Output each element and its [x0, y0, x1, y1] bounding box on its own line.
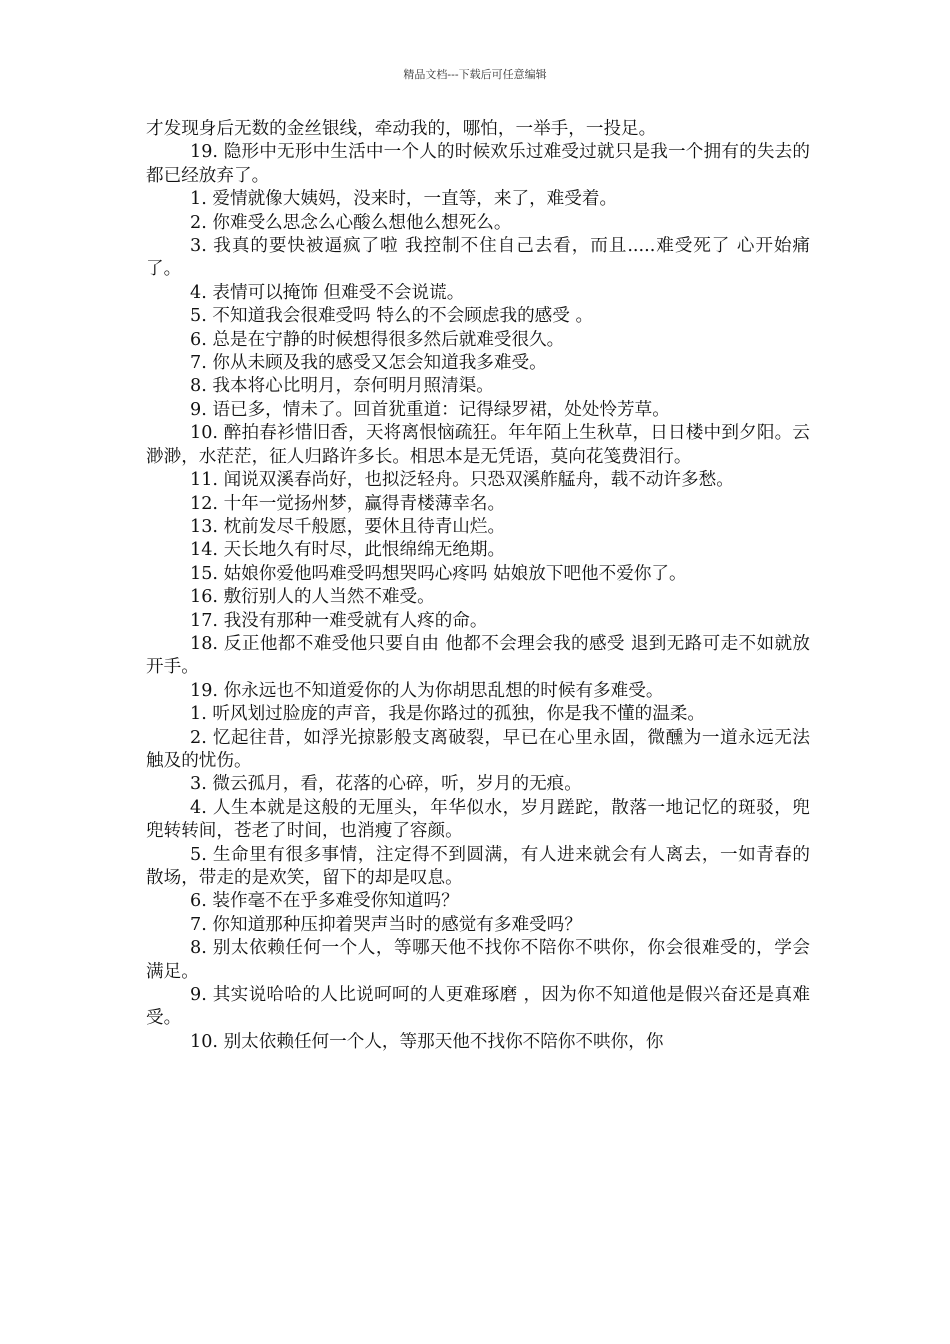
paragraph: 才发现身后无数的金丝银线，牵动我的，哪怕，一举手，一投足。 — [146, 119, 657, 139]
paragraph: 19. 你永远也不知道爱你的人为你胡思乱想的时候有多难受。 — [190, 680, 664, 701]
paragraph: 10. 醉拍春衫惜旧香，天将离恨恼疏狂。年年陌上生秋草，日日楼中到夕阳。云渺渺，水茫茫，征人归路许多长。相思本是无凭语，莫向花笺费泪行。 — [146, 423, 810, 467]
page-header: 精品文档---下载后可任意编辑 — [403, 68, 547, 81]
paragraph: 5. 不知道我会很难受吗 特么的不会顾虑我的感受 。 — [190, 306, 594, 327]
paragraph: 4. 人生本就是这般的无厘头，年华似水，岁月蹉跎，散落一地记忆的斑驳，兜兜转转间，苍老了时间，也消瘦了容颜。 — [146, 797, 810, 842]
paragraph: 7. 你从未顾及我的感受又怎会知道我多难受。 — [190, 353, 547, 374]
paragraph: 15. 姑娘你爱他吗难受吗想哭吗心疼吗 姑娘放下吧他不爱你了。 — [190, 563, 687, 584]
paragraph: 3. 我真的要快被逼疯了啦 我控制不住自己去看，而且.....难受死了 心开始痛了。 — [146, 236, 810, 280]
paragraph: 1. 听风划过脸庞的声音，我是你路过的孤独，你是我不懂的温柔。 — [190, 704, 706, 725]
paragraph: 6. 装作毫不在乎多难受你知道吗？ — [190, 891, 459, 912]
paragraph: 3. 微云孤月，看，花落的心碎，听，岁月的无痕。 — [190, 774, 582, 795]
paragraph: 1. 爱情就像大姨妈，没来时，一直等，来了，难受着。 — [190, 189, 618, 210]
paragraph: 9. 其实说哈哈的人比说呵呵的人更难琢磨 ，因为你不知道他是假兴奋还是真难受。 — [146, 985, 810, 1029]
paragraph: 6. 总是在宁静的时候想得很多然后就难受很久。 — [190, 329, 565, 350]
paragraph: 18. 反正他都不难受他只要自由 他都不会理会我的感受 退到无路可走不如就放开手。 — [146, 633, 810, 678]
paragraph: 19. 隐形中无形中生活中一个人的时候欢乐过难受过就只是我一个拥有的失去的都已经放弃了。 — [146, 142, 810, 186]
paragraph: 14. 天长地久有时尽，此恨绵绵无绝期。 — [190, 540, 506, 561]
paragraph: 2. 忆起往昔，如浮光掠影般支离破裂，早已在心里永固，微醺为一道永远无法触及的忧伤。 — [146, 727, 810, 771]
paragraph: 2. 你难受么思念么心酸么想他么想死么。 — [190, 212, 512, 233]
paragraph: 5. 生命里有很多事情，注定得不到圆满，有人进来就会有人离去，一如青春的散场，带走的是欢笑，留下的却是叹息。 — [146, 844, 810, 888]
paragraph: 12. 十年一觉扬州梦，赢得青楼薄幸名。 — [190, 493, 506, 514]
paragraph: 9. 语已多，情未了。回首犹重道：记得绿罗裙，处处怜芳草。 — [190, 399, 670, 420]
paragraph: 4. 表情可以掩饰 但难受不会说谎。 — [190, 282, 465, 303]
paragraph: 16. 敷衍别人的人当然不难受。 — [190, 587, 435, 608]
paragraph: 8. 我本将心比明月，奈何明月照清渠。 — [190, 376, 494, 397]
paragraph: 10. 别太依赖任何一个人，等那天他不找你不陪你不哄你，你 — [190, 1031, 664, 1052]
paragraph: 8. 别太依赖任何一个人，等哪天他不找你不陪你不哄你，你会很难受的，学会满足。 — [146, 938, 810, 982]
document-body — [146, 118, 810, 1054]
paragraph: 13. 枕前发尽千般愿，要休且待青山烂。 — [190, 516, 506, 537]
paragraph: 11. 闻说双溪春尚好，也拟泛轻舟。只恐双溪舴艋舟，载不动许多愁。 — [190, 470, 734, 491]
paragraph: 7. 你知道那种压抑着哭声当时的感觉有多难受吗？ — [190, 914, 582, 935]
paragraph: 17. 我没有那种一难受就有人疼的命。 — [190, 610, 488, 631]
